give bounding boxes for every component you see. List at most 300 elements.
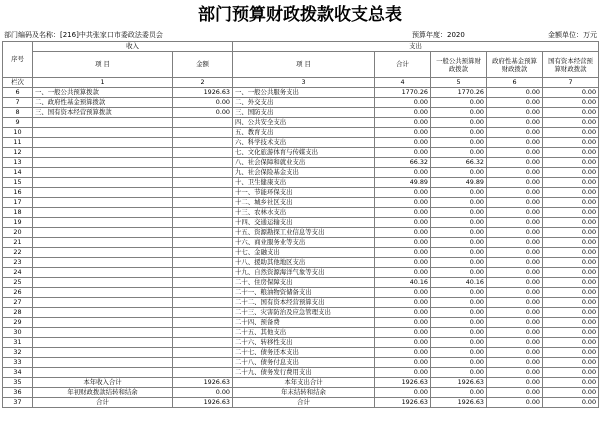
table-row [3, 378, 599, 388]
row-seq: 9 [3, 118, 33, 128]
expense-total: 0.00 [375, 108, 431, 118]
income-item: 本年收入合计 [33, 378, 173, 388]
expense-item: 二十七、债务还本支出 [233, 348, 375, 358]
expense-header: 支出 [233, 42, 599, 52]
soe-budget-amount: 0.00 [543, 238, 599, 248]
row-seq: 32 [3, 348, 33, 358]
general-budget-amount: 0.00 [431, 108, 487, 118]
row-seq: 13 [3, 158, 33, 168]
general-budget-amount: 0.00 [431, 128, 487, 138]
expense-item: 二、外交支出 [233, 98, 375, 108]
table-row [3, 328, 599, 338]
income-amount [173, 338, 233, 348]
general-budget-amount: 1926.63 [431, 378, 487, 388]
row-seq: 20 [3, 228, 33, 238]
soe-budget-amount: 0.00 [543, 118, 599, 128]
expense-total: 0.00 [375, 168, 431, 178]
soe-budget-amount: 0.00 [543, 388, 599, 398]
general-budget-amount: 0.00 [431, 138, 487, 148]
expense-total: 0.00 [375, 298, 431, 308]
soe-budget-amount: 0.00 [543, 318, 599, 328]
income-amount-header: 金额 [173, 52, 233, 78]
income-item-header: 项 目 [33, 52, 173, 78]
general-budget-amount: 0.00 [431, 248, 487, 258]
fund-budget-amount: 0.00 [487, 138, 543, 148]
table-row [3, 298, 599, 308]
income-item: 合计 [33, 398, 173, 408]
expense-item: 一、一般公共服务支出 [233, 88, 375, 98]
soe-budget-amount: 0.00 [543, 348, 599, 358]
row-seq: 21 [3, 238, 33, 248]
income-item [33, 368, 173, 378]
table-row [3, 308, 599, 318]
row-seq: 8 [3, 108, 33, 118]
fund-budget-amount: 0.00 [487, 198, 543, 208]
expense-item: 十三、农林水支出 [233, 208, 375, 218]
income-item [33, 278, 173, 288]
general-budget-amount: 0.00 [431, 268, 487, 278]
income-amount [173, 128, 233, 138]
general-budget-amount: 0.00 [431, 228, 487, 238]
fund-budget-amount: 0.00 [487, 148, 543, 158]
general-budget-amount: 0.00 [431, 328, 487, 338]
department-label: 部门编码及名称：[216]中共张家口市委政法委员会 [4, 31, 163, 39]
income-header: 收入 [33, 42, 233, 52]
soe-budget-header: 国有资本经营预算财政拨款 [543, 52, 599, 78]
expense-total: 0.00 [375, 348, 431, 358]
table-row [3, 278, 599, 288]
row-seq: 17 [3, 198, 33, 208]
income-item [33, 348, 173, 358]
row-seq: 24 [3, 268, 33, 278]
row-seq: 31 [3, 338, 33, 348]
general-budget-amount: 1926.63 [431, 398, 487, 408]
row-seq: 26 [3, 288, 33, 298]
table-row [3, 358, 599, 368]
fund-budget-amount: 0.00 [487, 358, 543, 368]
fund-budget-amount: 0.00 [487, 388, 543, 398]
income-amount [173, 288, 233, 298]
table-header [3, 42, 599, 88]
expense-item: 三、国防支出 [233, 108, 375, 118]
expense-total: 0.00 [375, 198, 431, 208]
row-seq: 11 [3, 138, 33, 148]
row-seq: 37 [3, 398, 33, 408]
general-budget-amount: 49.89 [431, 178, 487, 188]
table-row [3, 318, 599, 328]
income-item [33, 168, 173, 178]
row-seq: 15 [3, 178, 33, 188]
general-budget-amount: 0.00 [431, 238, 487, 248]
fund-budget-header: 政府性基金预算财政拨款 [487, 52, 543, 78]
soe-budget-amount: 0.00 [543, 158, 599, 168]
income-amount [173, 308, 233, 318]
expense-item: 十四、交通运输支出 [233, 218, 375, 228]
seq-header: 序号 [3, 42, 33, 78]
fund-budget-amount: 0.00 [487, 118, 543, 128]
income-item [33, 208, 173, 218]
table-row [3, 138, 599, 148]
general-budget-amount: 0.00 [431, 288, 487, 298]
general-budget-header: 一般公共预算财政拨款 [431, 52, 487, 78]
report-meta [0, 30, 600, 41]
expense-total: 1926.63 [375, 398, 431, 408]
income-item [33, 178, 173, 188]
expense-item: 二十、住房保障支出 [233, 278, 375, 288]
expense-total: 1770.26 [375, 88, 431, 98]
soe-budget-amount: 0.00 [543, 108, 599, 118]
row-seq: 28 [3, 308, 33, 318]
expense-total: 0.00 [375, 358, 431, 368]
general-budget-amount: 0.00 [431, 298, 487, 308]
row-seq: 34 [3, 368, 33, 378]
income-item: 一、一般公共预算拨款 [33, 88, 173, 98]
soe-budget-amount: 0.00 [543, 368, 599, 378]
income-item [33, 298, 173, 308]
table-row [3, 268, 599, 278]
expense-item: 十五、资源勘探工业信息等支出 [233, 228, 375, 238]
general-budget-amount: 0.00 [431, 318, 487, 328]
soe-budget-amount: 0.00 [543, 178, 599, 188]
expense-item: 十七、金融支出 [233, 248, 375, 258]
fund-budget-amount: 0.00 [487, 268, 543, 278]
expense-total: 0.00 [375, 258, 431, 268]
budget-year-label: 预算年度：2020 [412, 31, 465, 39]
fund-budget-amount: 0.00 [487, 398, 543, 408]
general-budget-amount: 0.00 [431, 198, 487, 208]
table-row [3, 108, 599, 118]
expense-total: 66.32 [375, 158, 431, 168]
soe-budget-amount: 0.00 [543, 128, 599, 138]
table-row [3, 348, 599, 358]
general-budget-amount: 0.00 [431, 98, 487, 108]
row-seq: 29 [3, 318, 33, 328]
fund-budget-amount: 0.00 [487, 208, 543, 218]
expense-total: 0.00 [375, 188, 431, 198]
general-budget-amount: 0.00 [431, 258, 487, 268]
report-title: 部门预算财政拨款收支总表 [198, 5, 402, 25]
row-seq: 19 [3, 218, 33, 228]
income-amount: 1926.63 [173, 398, 233, 408]
table-row [3, 338, 599, 348]
soe-budget-amount: 0.00 [543, 288, 599, 298]
row-seq: 7 [3, 98, 33, 108]
fund-budget-amount: 0.00 [487, 158, 543, 168]
expense-item: 合计 [233, 398, 375, 408]
row-seq: 22 [3, 248, 33, 258]
row-seq: 30 [3, 328, 33, 338]
soe-budget-amount: 0.00 [543, 398, 599, 408]
expense-item: 二十九、债务发行费用支出 [233, 368, 375, 378]
income-amount [173, 268, 233, 278]
income-amount [173, 208, 233, 218]
expense-total: 0.00 [375, 268, 431, 278]
expense-total: 0.00 [375, 328, 431, 338]
income-item [33, 288, 173, 298]
table-row [3, 88, 599, 98]
soe-budget-amount: 0.00 [543, 298, 599, 308]
table-row [3, 288, 599, 298]
expense-item: 四、公共安全支出 [233, 118, 375, 128]
expense-item: 七、文化旅游体育与传媒支出 [233, 148, 375, 158]
income-amount [173, 348, 233, 358]
income-item [33, 138, 173, 148]
expense-total: 0.00 [375, 308, 431, 318]
expense-item: 二十一、粮油物资储备支出 [233, 288, 375, 298]
column-number: 7 [543, 78, 599, 88]
row-seq: 33 [3, 358, 33, 368]
table-row [3, 198, 599, 208]
expense-total: 0.00 [375, 218, 431, 228]
table-row [3, 248, 599, 258]
expense-total: 0.00 [375, 288, 431, 298]
expense-item: 二十二、国有资本经营预算支出 [233, 298, 375, 308]
income-amount: 0.00 [173, 98, 233, 108]
fund-budget-amount: 0.00 [487, 328, 543, 338]
fund-budget-amount: 0.00 [487, 258, 543, 268]
fund-budget-amount: 0.00 [487, 238, 543, 248]
budget-table [2, 41, 599, 408]
expense-item: 十六、商业服务业等支出 [233, 238, 375, 248]
soe-budget-amount: 0.00 [543, 208, 599, 218]
column-number: 3 [233, 78, 375, 88]
table-row [3, 158, 599, 168]
row-seq: 18 [3, 208, 33, 218]
income-item [33, 238, 173, 248]
table-row [3, 178, 599, 188]
row-seq: 14 [3, 168, 33, 178]
expense-item: 年末结转和结余 [233, 388, 375, 398]
row-seq: 25 [3, 278, 33, 288]
income-item [33, 268, 173, 278]
expense-total: 0.00 [375, 388, 431, 398]
fund-budget-amount: 0.00 [487, 98, 543, 108]
table-row [3, 98, 599, 108]
table-row [3, 208, 599, 218]
income-item [33, 338, 173, 348]
income-item [33, 228, 173, 238]
income-amount [173, 158, 233, 168]
expense-total: 0.00 [375, 318, 431, 328]
income-amount [173, 298, 233, 308]
income-item: 三、国有资本经营预算拨款 [33, 108, 173, 118]
income-amount: 1926.63 [173, 378, 233, 388]
income-amount [173, 188, 233, 198]
income-amount [173, 198, 233, 208]
general-budget-amount: 0.00 [431, 168, 487, 178]
soe-budget-amount: 0.00 [543, 268, 599, 278]
table-row [3, 118, 599, 128]
fund-budget-amount: 0.00 [487, 248, 543, 258]
fund-budget-amount: 0.00 [487, 108, 543, 118]
fund-budget-amount: 0.00 [487, 378, 543, 388]
income-amount: 0.00 [173, 108, 233, 118]
expense-item: 二十五、其他支出 [233, 328, 375, 338]
general-budget-amount: 66.32 [431, 158, 487, 168]
general-budget-amount: 0.00 [431, 388, 487, 398]
table-row [3, 168, 599, 178]
general-budget-amount: 0.00 [431, 358, 487, 368]
expense-item: 二十八、债务付息支出 [233, 358, 375, 368]
soe-budget-amount: 0.00 [543, 218, 599, 228]
expense-item: 六、科学技术支出 [233, 138, 375, 148]
column-number-row [3, 78, 599, 88]
income-amount [173, 178, 233, 188]
fund-budget-amount: 0.00 [487, 178, 543, 188]
soe-budget-amount: 0.00 [543, 258, 599, 268]
row-seq: 36 [3, 388, 33, 398]
column-label: 栏次 [3, 78, 33, 88]
expense-item: 十八、援助其他地区支出 [233, 258, 375, 268]
income-item [33, 198, 173, 208]
income-amount: 1926.63 [173, 88, 233, 98]
table-row [3, 228, 599, 238]
general-budget-amount: 0.00 [431, 218, 487, 228]
income-amount [173, 368, 233, 378]
row-seq: 35 [3, 378, 33, 388]
fund-budget-amount: 0.00 [487, 318, 543, 328]
fund-budget-amount: 0.00 [487, 348, 543, 358]
table-row [3, 128, 599, 138]
income-amount [173, 258, 233, 268]
column-number: 4 [375, 78, 431, 88]
general-budget-amount: 0.00 [431, 348, 487, 358]
expense-item: 二十六、转移性支出 [233, 338, 375, 348]
income-amount [173, 358, 233, 368]
income-item [33, 128, 173, 138]
expense-item: 十二、城乡社区支出 [233, 198, 375, 208]
row-seq: 10 [3, 128, 33, 138]
income-amount [173, 118, 233, 128]
table-row [3, 148, 599, 158]
row-seq: 23 [3, 258, 33, 268]
table-row [3, 388, 599, 398]
income-amount [173, 148, 233, 158]
expense-total: 1926.63 [375, 378, 431, 388]
soe-budget-amount: 0.00 [543, 168, 599, 178]
row-seq: 27 [3, 298, 33, 308]
income-item [33, 258, 173, 268]
expense-item: 二十四、预备费 [233, 318, 375, 328]
expense-item: 二十三、灾害防治及应急管理支出 [233, 308, 375, 318]
table-row [3, 368, 599, 378]
fund-budget-amount: 0.00 [487, 308, 543, 318]
row-seq: 6 [3, 88, 33, 98]
expense-total: 0.00 [375, 228, 431, 238]
fund-budget-amount: 0.00 [487, 278, 543, 288]
general-budget-amount: 0.00 [431, 188, 487, 198]
income-item: 年初财政拨款结转和结余 [33, 388, 173, 398]
soe-budget-amount: 0.00 [543, 328, 599, 338]
expense-item: 十九、自然资源海洋气象等支出 [233, 268, 375, 278]
general-budget-amount: 0.00 [431, 118, 487, 128]
table-row [3, 238, 599, 248]
general-budget-amount: 40.16 [431, 278, 487, 288]
income-item [33, 308, 173, 318]
fund-budget-amount: 0.00 [487, 338, 543, 348]
expense-item: 十一、节能环保支出 [233, 188, 375, 198]
soe-budget-amount: 0.00 [543, 338, 599, 348]
fund-budget-amount: 0.00 [487, 368, 543, 378]
column-number: 2 [173, 78, 233, 88]
expense-total: 0.00 [375, 128, 431, 138]
expense-total: 0.00 [375, 138, 431, 148]
fund-budget-amount: 0.00 [487, 288, 543, 298]
expense-total: 0.00 [375, 148, 431, 158]
expense-total: 0.00 [375, 98, 431, 108]
soe-budget-amount: 0.00 [543, 248, 599, 258]
income-amount [173, 328, 233, 338]
income-item: 二、政府性基金预算拨款 [33, 98, 173, 108]
income-item [33, 328, 173, 338]
income-item [33, 358, 173, 368]
fund-budget-amount: 0.00 [487, 188, 543, 198]
expense-item-header: 项 目 [233, 52, 375, 78]
general-budget-amount: 0.00 [431, 338, 487, 348]
expense-total-header: 合计 [375, 52, 431, 78]
income-item [33, 118, 173, 128]
fund-budget-amount: 0.00 [487, 298, 543, 308]
general-budget-amount: 0.00 [431, 208, 487, 218]
soe-budget-amount: 0.00 [543, 88, 599, 98]
table-row [3, 188, 599, 198]
expense-item: 五、教育支出 [233, 128, 375, 138]
soe-budget-amount: 0.00 [543, 188, 599, 198]
soe-budget-amount: 0.00 [543, 138, 599, 148]
soe-budget-amount: 0.00 [543, 308, 599, 318]
expense-total: 49.89 [375, 178, 431, 188]
fund-budget-amount: 0.00 [487, 228, 543, 238]
row-seq: 12 [3, 148, 33, 158]
income-amount [173, 168, 233, 178]
column-number: 6 [487, 78, 543, 88]
income-amount [173, 218, 233, 228]
column-number: 1 [33, 78, 173, 88]
general-budget-amount: 0.00 [431, 308, 487, 318]
income-amount [173, 278, 233, 288]
general-budget-amount: 0.00 [431, 148, 487, 158]
table-row [3, 258, 599, 268]
table-body [3, 88, 599, 408]
table-row [3, 398, 599, 408]
expense-item: 九、社会保险基金支出 [233, 168, 375, 178]
expense-total: 0.00 [375, 118, 431, 128]
income-item [33, 188, 173, 198]
general-budget-amount: 0.00 [431, 368, 487, 378]
soe-budget-amount: 0.00 [543, 98, 599, 108]
soe-budget-amount: 0.00 [543, 378, 599, 388]
soe-budget-amount: 0.00 [543, 228, 599, 238]
expense-total: 40.16 [375, 278, 431, 288]
income-amount [173, 318, 233, 328]
soe-budget-amount: 0.00 [543, 358, 599, 368]
expense-total: 0.00 [375, 248, 431, 258]
income-amount: 0.00 [173, 388, 233, 398]
expense-item: 十、卫生健康支出 [233, 178, 375, 188]
fund-budget-amount: 0.00 [487, 218, 543, 228]
general-budget-amount: 1770.26 [431, 88, 487, 98]
table-row [3, 218, 599, 228]
income-item [33, 318, 173, 328]
expense-item: 八、社会保障和就业支出 [233, 158, 375, 168]
expense-item: 本年支出合计 [233, 378, 375, 388]
income-item [33, 248, 173, 258]
fund-budget-amount: 0.00 [487, 88, 543, 98]
unit-label: 金额单位：万元 [548, 31, 597, 39]
fund-budget-amount: 0.00 [487, 168, 543, 178]
column-number: 5 [431, 78, 487, 88]
soe-budget-amount: 0.00 [543, 278, 599, 288]
